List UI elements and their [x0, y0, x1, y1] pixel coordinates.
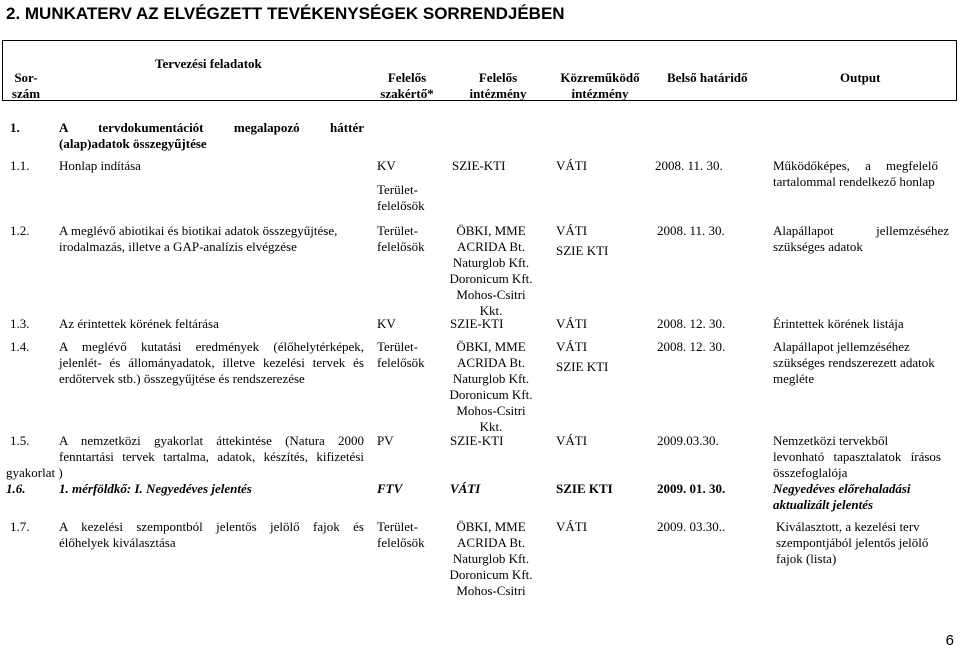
- header-kozremukodo: Közreműködő intézmény: [560, 70, 640, 101]
- row-1-1-expert: KV: [377, 158, 396, 173]
- header-szakerto: Felelős szakértő*: [380, 70, 434, 101]
- row-1-7-inst: ÖBKI, MME ACRIDA Bt. Naturglob Kft. Doronicum Kft. Mohos-Csitri: [449, 519, 533, 598]
- row-1-3-date: 2008. 12. 30.: [657, 316, 726, 331]
- header-sorszam: Sor- szám: [11, 70, 41, 101]
- row-1-3-output: Érintettek körének listája: [773, 316, 904, 331]
- row-1-2-coop: VÁTI SZIE KTI: [556, 223, 609, 258]
- page-number: 6: [945, 632, 954, 649]
- row-1-2-date: 2008. 11. 30.: [657, 223, 725, 238]
- row-1-5-expert: PV: [377, 433, 394, 448]
- row-1-7-output: Kiválasztott, a kezelési terv szempontjából jelentős jelölő fajok (lista): [776, 519, 929, 566]
- row-1-7-date: 2009. 03.30..: [657, 519, 726, 534]
- page-heading: 2. MUNKATERV AZ ELVÉGZETT TEVÉKENYSÉGEK SORRENDJÉBEN: [6, 4, 565, 23]
- row-1-task: A tervdokumentációt megalapozó háttér (alap)adatok összegyűjtése: [59, 120, 364, 151]
- row-1-5-inst: SZIE-KTI: [450, 433, 504, 448]
- row-1-5-task-tail: gyakorlat ): [6, 465, 63, 480]
- row-1-6-inst: VÁTI: [450, 481, 481, 496]
- header-output: Output: [840, 70, 881, 85]
- row-1-1-task: Honlap indítása: [59, 158, 141, 173]
- row-1-2-output: Alapállapot jellemzéséhez szükséges adatok: [773, 223, 949, 254]
- row-1-num: 1.: [10, 120, 20, 135]
- row-1-4-date: 2008. 12. 30.: [657, 339, 726, 354]
- row-1-4-task: A meglévő kutatási eredmények (élőhelytérképek, jelenlét- és állományadatok, illetve kezelési tervek és erdőtervek stb.) összegyűjtése és rendszerezése: [59, 339, 364, 386]
- row-1-2-expert: Terület- felelősök: [377, 223, 425, 254]
- row-1-7-expert: Terület- felelősök: [377, 519, 425, 550]
- row-1-1-expert2: Terület- felelősök: [377, 182, 425, 213]
- header-intezmeny: Felelős intézmény: [469, 70, 527, 101]
- row-1-7-task: A kezelési szempontból jelentős jelölő fajok és élőhelyek kiválasztása: [59, 519, 364, 550]
- header-hatarido: Belső határidő: [667, 70, 748, 85]
- row-1-5-date: 2009.03.30.: [657, 433, 719, 448]
- row-1-3-num: 1.3.: [10, 316, 30, 331]
- row-1-6-num: 1.6.: [6, 481, 26, 496]
- row-1-4-expert: Terület- felelősök: [377, 339, 425, 370]
- row-1-5-num: 1.5.: [10, 433, 30, 448]
- row-1-5-output: Nemzetközi tervekből levonható tapasztalatok írásos összefoglalója: [773, 433, 941, 480]
- row-1-3-task: Az érintettek körének feltárása: [59, 316, 219, 331]
- row-1-1-num: 1.1.: [10, 158, 30, 173]
- row-1-1-inst: SZIE-KTI: [452, 158, 506, 173]
- row-1-3-coop: VÁTI: [556, 316, 588, 331]
- row-1-7-coop: VÁTI: [556, 519, 588, 534]
- row-1-4-output: Alapállapot jellemzéséhez szükséges rendszerezett adatok megléte: [773, 339, 935, 386]
- row-1-7-num: 1.7.: [10, 519, 30, 534]
- row-1-1-coop: VÁTI: [556, 158, 588, 173]
- row-1-6-date: 2009. 01. 30.: [657, 481, 726, 496]
- row-1-5-task: A nemzetközi gyakorlat áttekintése (Natura 2000 fenntartási tervek tartalma, adatok, készítés, kifizetési: [59, 433, 364, 464]
- row-1-4-inst: ÖBKI, MME ACRIDA Bt. Naturglob Kft. Doronicum Kft. Mohos-Csitri Kkt.: [449, 339, 533, 434]
- row-1-2-task: A meglévő abiotikai és biotikai adatok összegyűjtése, irodalmazás, illetve a GAP-analízis elvégzése: [59, 223, 338, 254]
- row-1-6-expert: FTV: [377, 481, 403, 496]
- row-1-4-coop: VÁTI SZIE KTI: [556, 339, 609, 374]
- row-1-6-coop: SZIE KTI: [556, 481, 613, 496]
- row-1-6-output: Negyedéves előrehaladási aktualizált jelentés: [773, 481, 911, 512]
- row-1-3-expert: KV: [377, 316, 396, 331]
- row-1-1-output: Működőképes, a megfelelő tartalommal rendelkező honlap: [773, 158, 938, 189]
- row-1-5-coop: VÁTI: [556, 433, 588, 448]
- row-1-6-task: 1. mérföldkő: I. Negyedéves jelentés: [59, 481, 252, 496]
- row-1-2-inst: ÖBKI, MME ACRIDA Bt. Naturglob Kft. Doronicum Kft. Mohos-Csitri Kkt.: [449, 223, 533, 318]
- header-tervezesi: Tervezési feladatok: [155, 56, 262, 71]
- row-1-3-inst: SZIE-KTI: [450, 316, 504, 331]
- row-1-2-num: 1.2.: [10, 223, 30, 238]
- row-1-4-num: 1.4.: [10, 339, 30, 354]
- row-1-1-date: 2008. 11. 30.: [655, 158, 723, 173]
